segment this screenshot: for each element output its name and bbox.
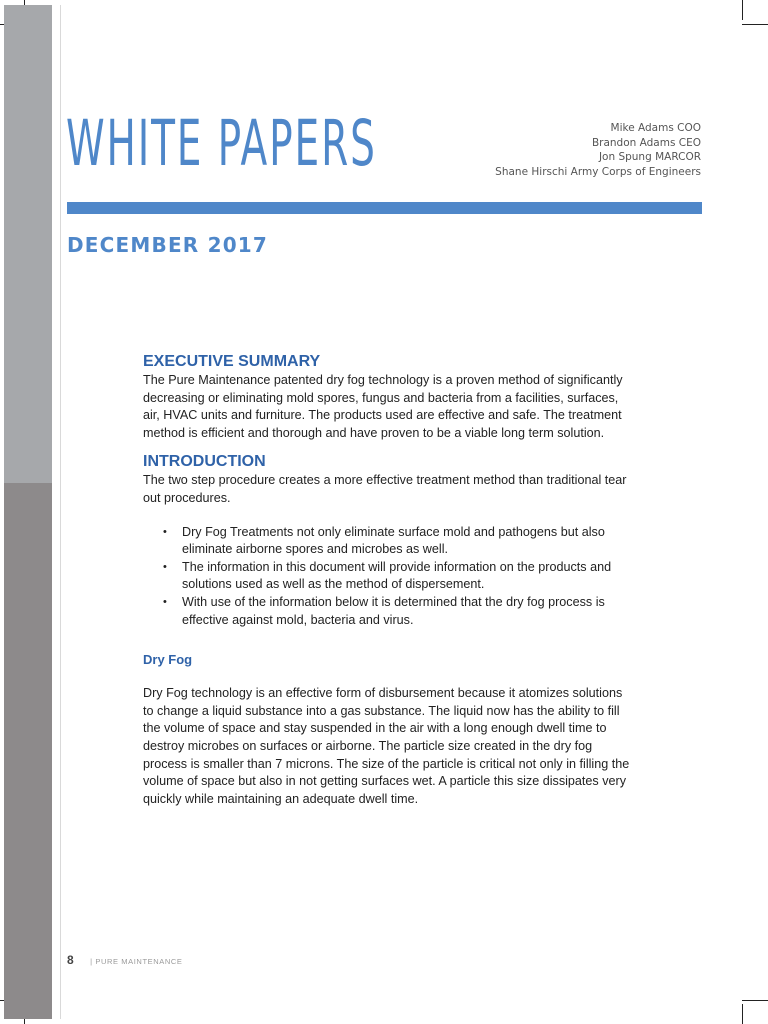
bullet-icon: • <box>163 525 167 538</box>
list-item-text: With use of the information below it is determined that the dry fog process is effective against mold, bacteria and virus. <box>182 594 605 627</box>
crop-mark <box>742 1000 768 1001</box>
list-item <box>163 594 633 629</box>
issue-date: DECEMBER 2017 <box>67 233 269 257</box>
list-item-text: Dry Fog Treatments not only eliminate surface mold and pathogens but also eliminate airborne spores and microbes as well. <box>182 524 605 557</box>
bullet-icon: • <box>163 595 167 608</box>
author-name: Shane Hirschi Army Corps of Engineers <box>495 165 701 178</box>
list-item <box>163 524 633 559</box>
author-list <box>495 121 701 179</box>
crop-mark <box>742 24 768 25</box>
list-item <box>163 559 633 594</box>
dry-fog-text: Dry Fog technology is an effective form of disbursement because it atomizes solutions to change a liquid substance into a gas substance. The liquid now has the ability to fill the volume of space and stay suspended in the air with a long enough dwell time to destroy microbes on surfaces or airborne. The particle size created in the dry fog process is smaller than 7 microns. The size of the particle is critical not only in filling the volume of space but also in not getting surfaces wet. A particle this size dissipates very quickly while maintaining an adequate dwell time. <box>143 686 630 806</box>
side-band-top <box>4 5 52 483</box>
article-body <box>143 352 633 808</box>
executive-summary-text: The Pure Maintenance patented dry fog technology is a proven method of significantly decreasing or eliminating mold spores, fungus and bacteria from a facilities, surfaces, air, HVAC units and furniture. The products used are effective and safe. The treatment method is efficient and thorough and have proven to be a viable long term solution. <box>143 373 623 440</box>
title-divider-bar <box>67 202 702 214</box>
introduction-text: The two step procedure creates a more effective treatment method than traditional tear out procedures. <box>143 473 627 505</box>
page-footer <box>67 951 182 969</box>
crop-mark <box>742 1004 743 1024</box>
page-title: WHITE PAPERS <box>66 107 377 180</box>
side-band-bottom <box>4 483 52 1019</box>
author-name: Brandon Adams CEO <box>591 136 701 149</box>
bullet-icon: • <box>163 560 167 573</box>
executive-summary-heading: EXECUTIVE SUMMARY <box>143 353 321 370</box>
side-rule <box>60 5 61 1019</box>
dry-fog-heading: Dry Fog <box>143 652 193 668</box>
page-number: 8 <box>67 953 74 967</box>
author-name: Mike Adams COO <box>610 122 701 134</box>
author-name: Jon Spung MARCOR <box>598 151 701 164</box>
introduction-bullet-list <box>163 524 633 630</box>
footer-label: | PURE MAINTENANCE <box>90 957 183 966</box>
introduction-heading: INTRODUCTION <box>143 453 266 471</box>
crop-mark <box>742 0 743 20</box>
list-item-text: The information in this document will provide information on the products and solutions used as well as the method of dispersement. <box>182 559 612 592</box>
